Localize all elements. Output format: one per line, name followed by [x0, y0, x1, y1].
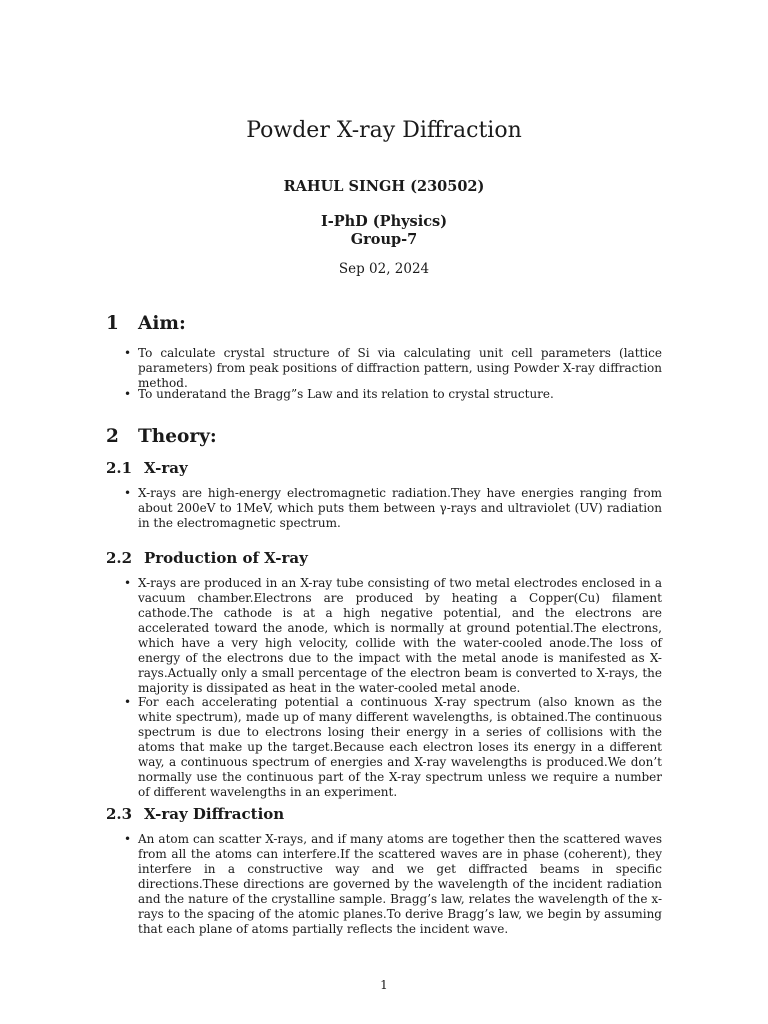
section-title: Aim:	[138, 313, 186, 334]
subsection-heading-xray	[106, 459, 188, 477]
list-item	[124, 832, 662, 937]
list-item-text: To calculate crystal structure of Si via calculating unit cell parameters (lattice parameters) from peak positions of diffraction pattern, using Powder X-ray diffraction method.	[138, 346, 662, 390]
list-item	[124, 387, 662, 402]
section-number: 1	[106, 313, 119, 334]
paper-title: Powder X-ray Diffraction	[246, 118, 522, 143]
list-item	[124, 486, 662, 531]
section-heading-aim	[106, 313, 186, 334]
subsection-heading-production	[106, 549, 308, 567]
bullet-icon: •	[124, 387, 132, 401]
list-item-text: For each accelerating potential a continuous X-ray spectrum (also known as the white spectrum), made up of many different wavelengths, is obtained.The continuous spectrum is due to electrons losing their energy in a series of collisions with the atoms that make up the target.Because each electron loses its energy in a different way, a continuous spectrum of energies and X-ray wavelengths is produced.We don’t normally use the continuous part of the X-ray spectrum unless we require a number of different wavelengths in an experiment.	[138, 695, 662, 799]
list-item-text: To underatand the Bragg”s Law and its relation to crystal structure.	[138, 387, 554, 401]
list-item	[124, 576, 662, 696]
section-heading-theory	[106, 426, 217, 447]
subsection-heading-diffraction	[106, 805, 284, 823]
program-name: I-PhD (Physics)	[320, 213, 448, 230]
paper-date: Sep 02, 2024	[338, 261, 430, 277]
list-item-text: X-rays are produced in an X-ray tube consisting of two metal electrodes enclosed in a vacuum chamber.Electrons are produced by heating a Copper(Cu) filament cathode.The cathode is at a high negative potential, and the electrons are accelerated toward the anode, which is normally at ground potential.The electrons, which have a very high velocity, collide with the water-cooled anode.The loss of energy of the electrons due to the impact with the metal anode is manifested as X-rays.Actually only a small percentage of the electron beam is converted to X-rays, the majority is dissipated as heat in the water-cooled metal anode.	[138, 576, 662, 695]
list-item-text: X-rays are high-energy electromagnetic radiation.They have energies ranging from about 200eV to 1MeV, which puts them between γ-rays and ultraviolet (UV) radiation in the electromagnetic spectrum.	[138, 486, 662, 530]
subsection-title: Production of X-ray	[144, 549, 308, 567]
subsection-number: 2.1	[106, 459, 133, 477]
subsection-number: 2.2	[106, 549, 133, 567]
list-item	[124, 695, 662, 800]
bullet-icon: •	[124, 346, 132, 360]
section-title: Theory:	[138, 426, 217, 447]
bullet-icon: •	[124, 486, 132, 500]
list-item-text: An atom can scatter X-rays, and if many atoms are together then the scattered waves from all the atoms can interfere.If the scattered waves are in phase (coherent), they interfere in a constructive way and we get diffracted beams in specific directions.These directions are governed by the wavelength of the incident radiation and the nature of the crystalline sample. Bragg’s law, relates the wavelength of the x-rays to the spacing of the atomic planes.To derive Bragg’s law, we begin by assuming that each plane of atoms partially reflects the incident wave.	[138, 832, 662, 936]
group-name: Group-7	[350, 231, 418, 248]
section-number: 2	[106, 426, 119, 447]
bullet-icon: •	[124, 832, 132, 846]
bullet-icon: •	[124, 576, 132, 590]
page-number: 1	[380, 978, 388, 992]
subsection-number: 2.3	[106, 805, 133, 823]
subsection-title: X-ray Diffraction	[144, 805, 285, 823]
bullet-icon: •	[124, 695, 132, 709]
subsection-title: X-ray	[144, 459, 188, 477]
list-item	[124, 346, 662, 391]
author-name: RAHUL SINGH (230502)	[283, 178, 485, 195]
